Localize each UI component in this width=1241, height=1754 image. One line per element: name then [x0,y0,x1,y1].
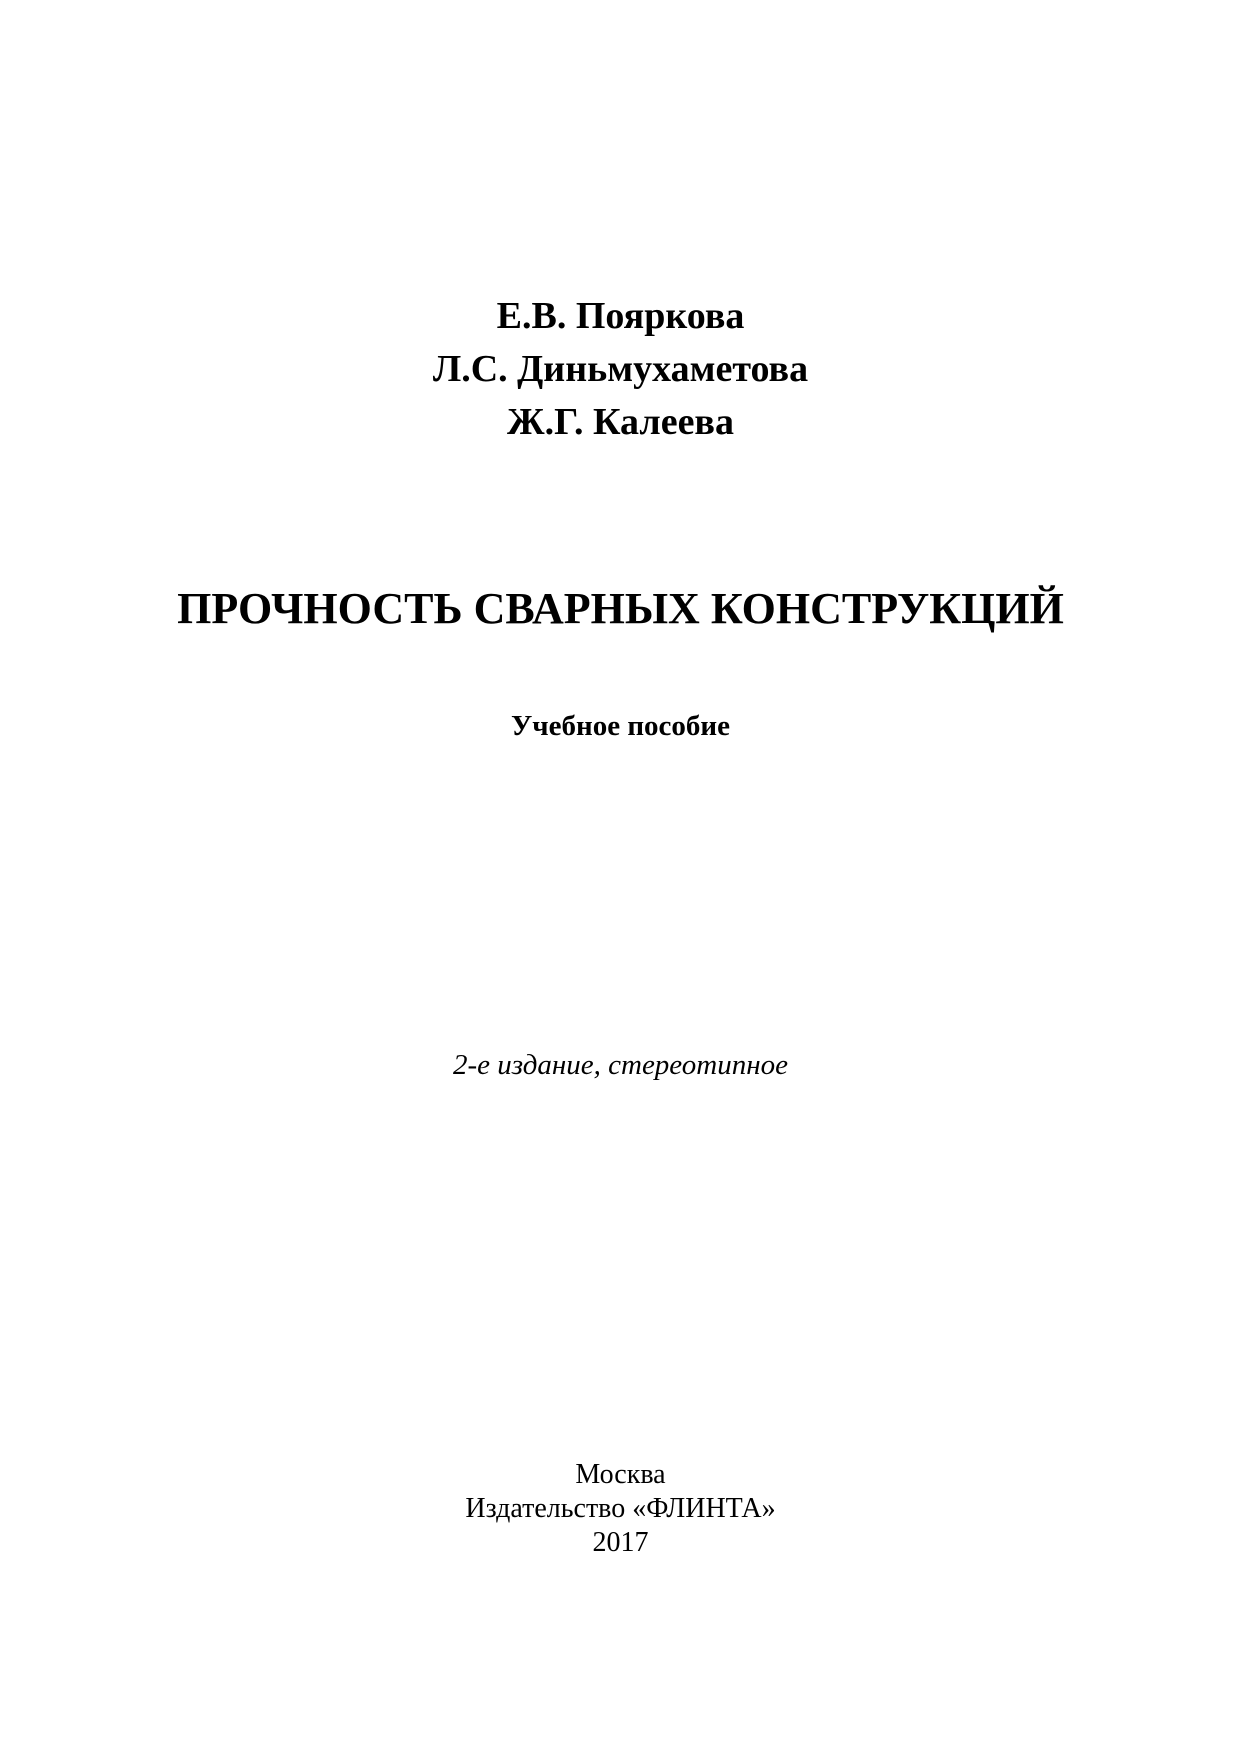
imprint-city: Москва [575,1459,666,1490]
author-name: Л.С. Диньмухаметова [432,348,809,390]
imprint-publisher: Издательство «ФЛИНТА» [465,1493,776,1524]
author-name: Е.В. Пояркова [496,295,745,337]
book-subtitle: Учебное пособие [510,710,730,742]
author-name: Ж.Г. Калеева [507,401,734,443]
imprint-year: 2017 [592,1527,649,1558]
edition-note: 2-е издание, стереотипное [452,1049,788,1081]
book-title: ПРОЧНОСТЬ СВАРНЫХ КОНСТРУКЦИЙ [177,584,1064,633]
